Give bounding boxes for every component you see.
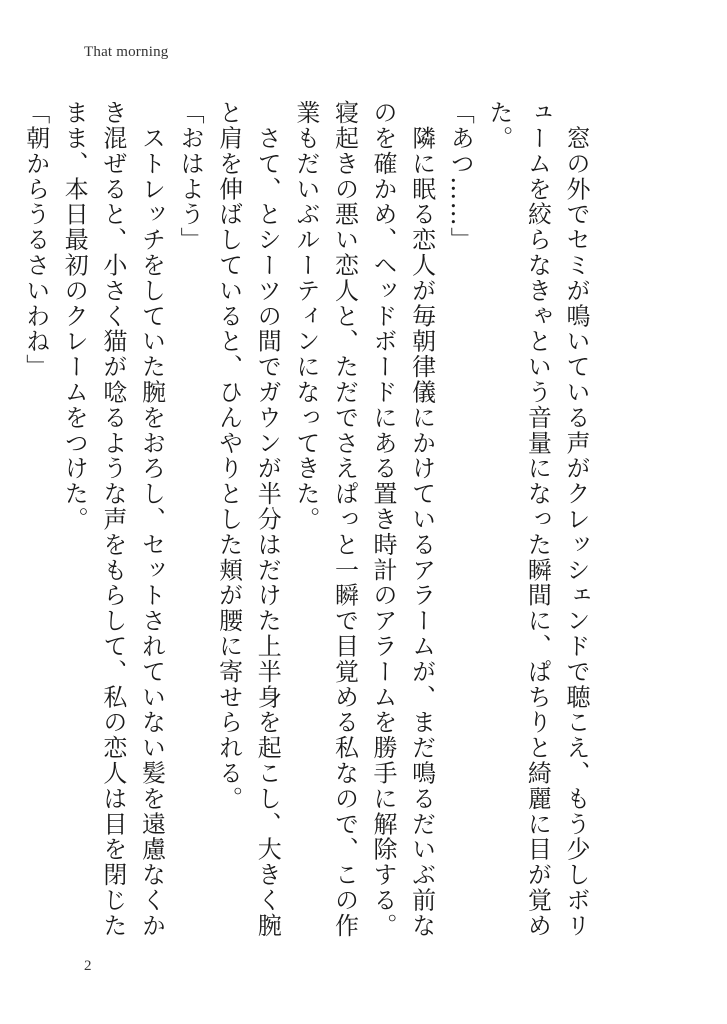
paragraph: さて、とシーツの間でガウンが半分はだけた上半身を起こし、大きく腕と肩を伸ばしていると、ひんやりとした頬が腰に寄せられる。 <box>214 100 282 939</box>
paragraph: 隣に眠る恋人が毎朝律儀にかけているアラームが、まだ鳴るだいぶ前なのを確かめ、ヘッドボードにある置き時計のアラームを勝手に解除する。寝起きの悪い恋人と、ただでさえぱっと一瞬で目覚める私なので、この作業もだいぶルーティンになってきた。 <box>291 100 436 939</box>
running-title: That morning <box>84 44 169 60</box>
paragraph: 「おはよう」 <box>176 100 205 253</box>
paragraph: 窓の外でセミが鳴いている声がクレッシェンドで聴こえ、もう少しボリュームを絞らなきゃという音量になった瞬間に、ぱちりと綺麗に目が覚めた。 <box>484 100 590 939</box>
body-text <box>21 100 595 960</box>
page-number: 2 <box>84 958 92 974</box>
paragraph: 「あつ……」 <box>446 100 475 253</box>
paragraph: 「朝からうるさいわね」 <box>21 100 50 380</box>
paragraph: ストレッチをしていた腕をおろし、セットされていない髪を遠慮なくかき混ぜると、小さく猫が唸るような声をもらして、私の恋人は目を閉じたまま、本日最初のクレームをつけた。 <box>60 100 166 939</box>
